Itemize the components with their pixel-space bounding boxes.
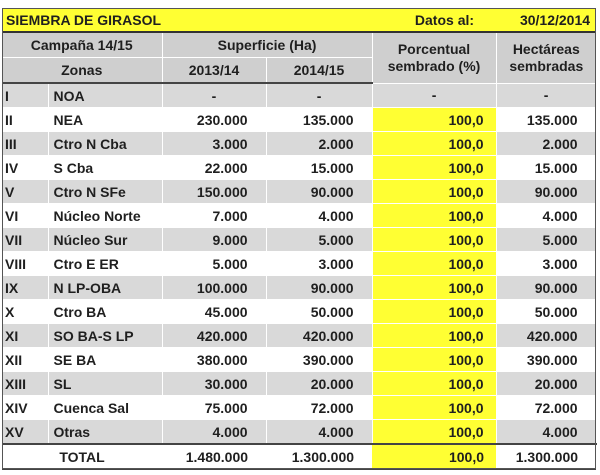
zone-number: VIII: [2, 252, 48, 276]
surface-2013-14: 22.000: [162, 156, 266, 180]
zone-number: V: [2, 180, 48, 204]
zone-number: X: [2, 300, 48, 324]
report-title: SIEMBRA DE GIRASOL: [2, 8, 266, 32]
pct-sown: 100,0: [372, 324, 496, 348]
surface-2014-15: 390.000: [266, 348, 372, 372]
report-container: [2, 8, 596, 470]
zone-number: I: [2, 83, 48, 108]
zone-number: XIV: [2, 396, 48, 420]
pct-sown: 100,0: [372, 276, 496, 300]
zone-number: III: [2, 132, 48, 156]
ha-sown: 390.000: [496, 348, 596, 372]
table-row: [2, 204, 596, 228]
total-label: TOTAL: [2, 444, 162, 469]
ha-sown: 4.000: [496, 204, 596, 228]
total-2014-15: 1.300.000: [266, 444, 372, 469]
ha-sown: 50.000: [496, 300, 596, 324]
zone-number: XV: [2, 420, 48, 445]
sunflower-sowing-table: [2, 8, 597, 470]
table-row: [2, 348, 596, 372]
zone-name: Ctro N SFe: [48, 180, 162, 204]
surface-2014-15: 3.000: [266, 252, 372, 276]
total-pct-sown: 100,0: [372, 444, 496, 469]
pct-sown: 100,0: [372, 180, 496, 204]
zone-name: Núcleo Norte: [48, 204, 162, 228]
table-row: [2, 276, 596, 300]
header-row-1: [2, 32, 596, 58]
surface-header: Superficie (Ha): [162, 32, 372, 58]
pct-sown: 100,0: [372, 300, 496, 324]
surface-2014-15: 90.000: [266, 276, 372, 300]
pct-sown-header-line2: sembrado (%): [387, 57, 481, 74]
campaign-header: Campaña 14/15: [2, 32, 162, 58]
pct-sown: 100,0: [372, 252, 496, 276]
zone-name: SL: [48, 372, 162, 396]
ha-sown: 2.000: [496, 132, 596, 156]
table-row: [2, 372, 596, 396]
surface-2014-15: 2.000: [266, 132, 372, 156]
surface-2014-15: 4.000: [266, 420, 372, 445]
ha-sown: -: [496, 83, 596, 108]
ha-sown: 135.000: [496, 108, 596, 132]
surface-2013-14: 4.000: [162, 420, 266, 445]
pct-sown: 100,0: [372, 204, 496, 228]
ha-sown: 3.000: [496, 252, 596, 276]
zone-name: N LP-OBA: [48, 276, 162, 300]
surface-2014-15: 15.000: [266, 156, 372, 180]
title-row: [2, 8, 596, 32]
table-row: [2, 228, 596, 252]
surface-2013-14: -: [162, 83, 266, 108]
zones-header: Zonas: [2, 58, 162, 84]
pct-sown: -: [372, 83, 496, 108]
zone-name: S Cba: [48, 156, 162, 180]
table-row: [2, 300, 596, 324]
surface-2014-15: 72.000: [266, 396, 372, 420]
zone-name: Cuenca Sal: [48, 396, 162, 420]
zone-name: Ctro N Cba: [48, 132, 162, 156]
zone-number: IX: [2, 276, 48, 300]
zone-number: VI: [2, 204, 48, 228]
table-row: [2, 156, 596, 180]
zone-name: NOA: [48, 83, 162, 108]
table-row: [2, 396, 596, 420]
pct-sown: 100,0: [372, 372, 496, 396]
zone-number: XI: [2, 324, 48, 348]
pct-sown: 100,0: [372, 396, 496, 420]
surface-2014-15: -: [266, 83, 372, 108]
surface-2013-14: 3.000: [162, 132, 266, 156]
pct-sown-header: [372, 32, 496, 83]
zone-name: SE BA: [48, 348, 162, 372]
total-2013-14: 1.480.000: [162, 444, 266, 469]
ha-sown: 420.000: [496, 324, 596, 348]
year1-header: 2013/14: [162, 58, 266, 84]
table-row: [2, 180, 596, 204]
ha-sown: 15.000: [496, 156, 596, 180]
surface-2013-14: 230.000: [162, 108, 266, 132]
ha-sown: 90.000: [496, 276, 596, 300]
year2-header: 2014/15: [266, 58, 372, 84]
zone-number: IV: [2, 156, 48, 180]
surface-2013-14: 420.000: [162, 324, 266, 348]
pct-sown-header-line1: Porcentual: [397, 40, 471, 57]
ha-sown: 5.000: [496, 228, 596, 252]
surface-2013-14: 9.000: [162, 228, 266, 252]
ha-sown: 72.000: [496, 396, 596, 420]
surface-2014-15: 135.000: [266, 108, 372, 132]
surface-2013-14: 380.000: [162, 348, 266, 372]
date-value: 30/12/2014: [496, 8, 596, 32]
zone-number: XII: [2, 348, 48, 372]
date-label: Datos al:: [266, 8, 496, 32]
zone-number: XIII: [2, 372, 48, 396]
pct-sown: 100,0: [372, 420, 496, 445]
table-row: [2, 252, 596, 276]
ha-sown-header-line1: Hectáreas: [512, 40, 580, 57]
ha-sown: 20.000: [496, 372, 596, 396]
zone-name: SO BA-S LP: [48, 324, 162, 348]
zone-name: Otras: [48, 420, 162, 445]
ha-sown-header-line2: sembradas: [509, 57, 584, 74]
surface-2013-14: 45.000: [162, 300, 266, 324]
pct-sown: 100,0: [372, 348, 496, 372]
surface-2014-15: 4.000: [266, 204, 372, 228]
zone-name: NEA: [48, 108, 162, 132]
zone-name: Ctro E ER: [48, 252, 162, 276]
table-row: [2, 324, 596, 348]
table-row: [2, 83, 596, 108]
table-row: [2, 132, 596, 156]
surface-2013-14: 75.000: [162, 396, 266, 420]
surface-2014-15: 5.000: [266, 228, 372, 252]
surface-2014-15: 50.000: [266, 300, 372, 324]
ha-sown: 90.000: [496, 180, 596, 204]
surface-2013-14: 150.000: [162, 180, 266, 204]
pct-sown: 100,0: [372, 228, 496, 252]
ha-sown-header: [496, 32, 596, 83]
surface-2013-14: 7.000: [162, 204, 266, 228]
zone-number: VII: [2, 228, 48, 252]
surface-2014-15: 90.000: [266, 180, 372, 204]
surface-2014-15: 420.000: [266, 324, 372, 348]
total-row: [2, 444, 596, 469]
surface-2013-14: 30.000: [162, 372, 266, 396]
total-ha-sown: 1.300.000: [496, 444, 596, 469]
surface-2014-15: 20.000: [266, 372, 372, 396]
table-row: [2, 420, 596, 445]
table-row: [2, 108, 596, 132]
zone-name: Ctro BA: [48, 300, 162, 324]
surface-2013-14: 100.000: [162, 276, 266, 300]
zone-name: Núcleo Sur: [48, 228, 162, 252]
surface-2013-14: 5.000: [162, 252, 266, 276]
pct-sown: 100,0: [372, 108, 496, 132]
zone-number: II: [2, 108, 48, 132]
pct-sown: 100,0: [372, 132, 496, 156]
pct-sown: 100,0: [372, 156, 496, 180]
ha-sown: 4.000: [496, 420, 596, 445]
